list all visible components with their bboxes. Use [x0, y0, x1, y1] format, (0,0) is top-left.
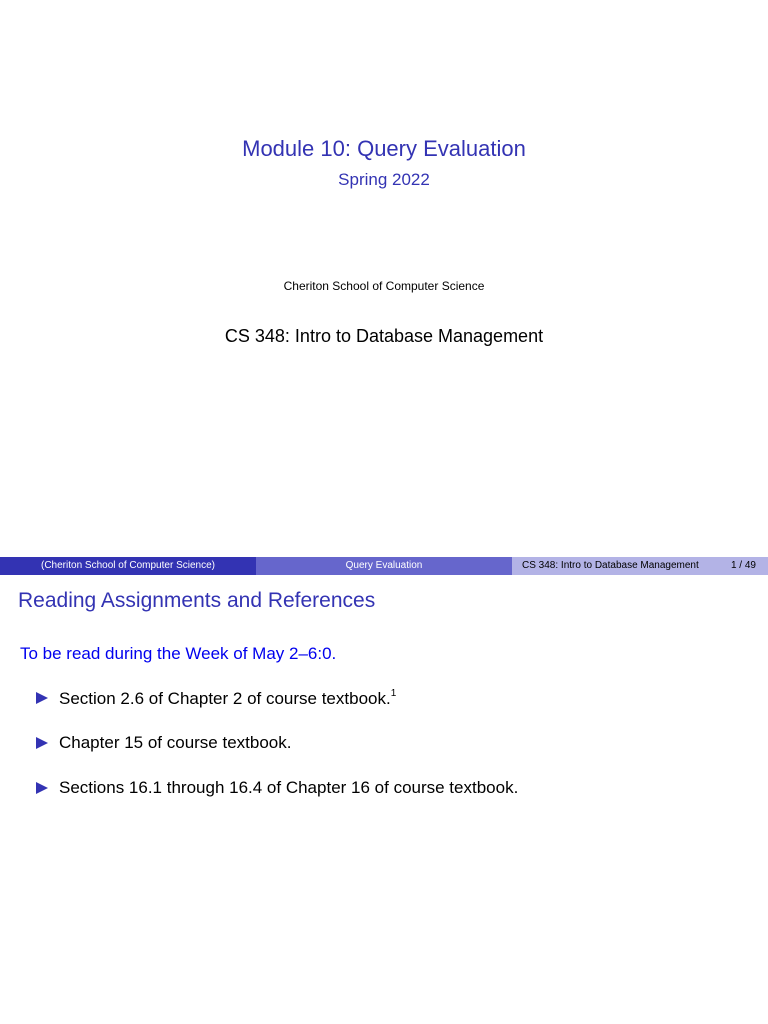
triangle-right-icon: [35, 691, 49, 705]
list-item: [35, 688, 518, 733]
footline-right: [512, 557, 768, 575]
institute-name: Cheriton School of Computer Science: [283, 279, 485, 293]
presentation-title: Module 10: Query Evaluation: [242, 136, 526, 161]
intro-text: To be read during the Week of May 2–6:0.: [20, 644, 337, 663]
list-item: [35, 733, 518, 778]
footline-course: CS 348: Intro to Database Management: [522, 560, 699, 571]
footline-institute: (Cheriton School of Computer Science): [0, 557, 256, 575]
footnote-mark: 1: [390, 688, 397, 699]
footline: [0, 557, 768, 575]
page-number: 1 / 49: [730, 560, 756, 571]
reading-list: [35, 688, 518, 823]
triangle-right-icon: [35, 736, 49, 750]
list-item-text: Sections 16.1 through 16.4 of Chapter 16 of course textbook.: [59, 778, 519, 797]
list-item-text: Section 2.6 of Chapter 2 of course textbook.$^1$: [59, 688, 397, 708]
content-slide: [0, 575, 768, 1024]
presentation-subtitle: Spring 2022: [338, 170, 430, 189]
footline-title: Query Evaluation: [256, 557, 512, 575]
frame-title: Reading Assignments and References: [18, 589, 376, 612]
list-item: [35, 778, 518, 823]
triangle-right-icon: [35, 781, 49, 795]
course-name: CS 348: Intro to Database Management: [224, 326, 544, 346]
list-item-text: Chapter 15 of course textbook.: [59, 733, 292, 752]
